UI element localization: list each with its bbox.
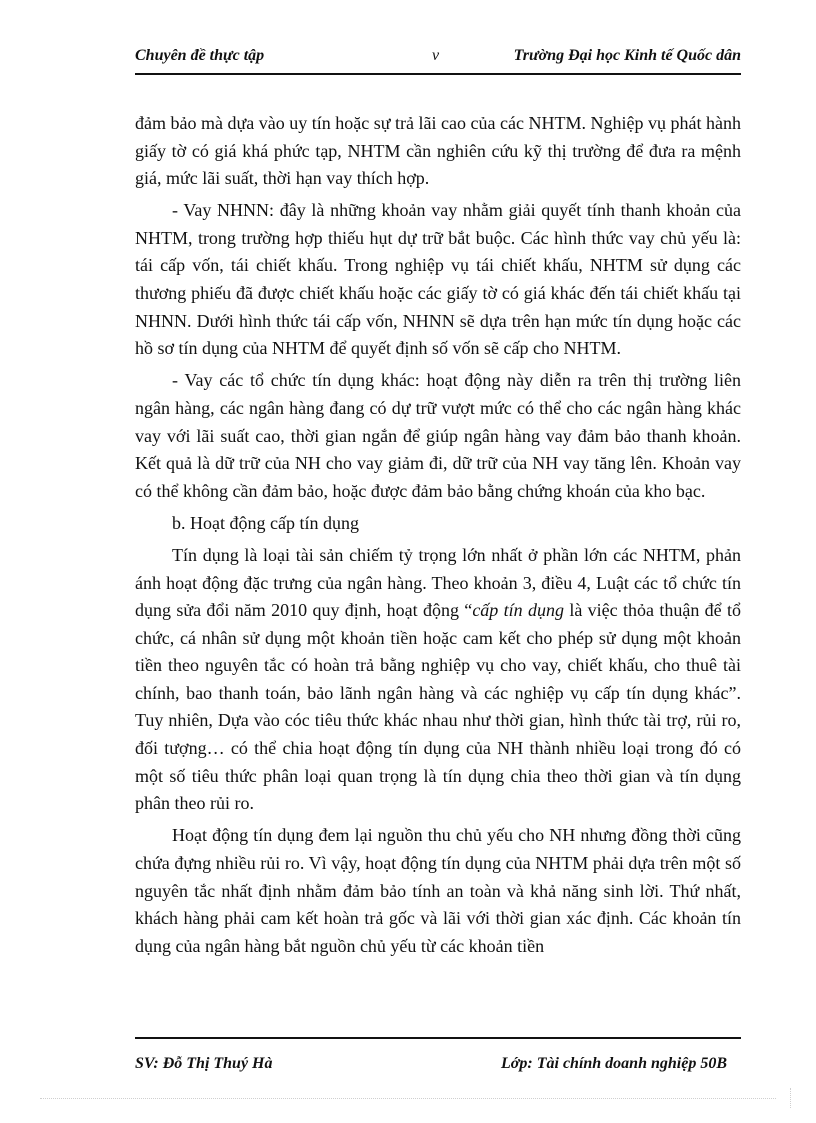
paragraph-continuation: đảm bảo mà dựa vào uy tín hoặc sự trả lãi cao của các NHTM. Nghiệp vụ phát hành giấy tờ có giá khá phức tạp, NHTM cần nghiên cứu kỹ thị trường để đưa ra mệnh giá, mức lãi suất, thời hạn vay thích hợp. bbox=[135, 113, 741, 189]
section-heading-credit: b. Hoạt động cấp tín dụng bbox=[172, 512, 359, 533]
header-report-title: Chuyên đề thực tập bbox=[135, 47, 265, 64]
page-edge-dotted-line bbox=[40, 1098, 776, 1099]
header-rule bbox=[135, 73, 741, 75]
paragraph-interbank-loans: - Vay các tổ chức tín dụng khác: hoạt động này diễn ra trên thị trường liên ngân hàng, các ngân hàng đang có dự trữ vượt mức có thể cho các ngân hàng khác vay với lãi suất cao, thời gian ngắn để giúp ngân hàng vay đảm bảo thanh khoản. Kết quả là dữ trữ của NH cho vay giảm đi, dữ trữ của NH vay tăng lên. Khoản vay có thể không cần đảm bảo, hoặc được đảm bảo bằng chứng khoán của kho bạc. bbox=[135, 370, 741, 501]
footer-rule bbox=[135, 1037, 741, 1039]
credit-definition-text-1: Tín dụng là loại tài sản chiếm tỷ trọng lớn nhất ở phần lớn các NHTM, phản ánh hoạt động đặc trưng của ngân hàng. Theo khoản 3, điều 4, Luật các tổ chức tín dụng sửa đổi năm 2010 quy định, hoạt động “ bbox=[135, 544, 741, 621]
credit-term-italic: cấp tín dụng bbox=[472, 600, 564, 621]
page-footer bbox=[135, 1055, 741, 1079]
footer-student: SV: Đỗ Thị Thuý Hà bbox=[135, 1055, 273, 1072]
header-university: Trường Đại học Kinh tế Quốc dân bbox=[513, 47, 741, 64]
paragraph-sbv-loans: - Vay NHNN: đây là những khoản vay nhằm giải quyết tính thanh khoản của NHTM, trong trường hợp thiếu hụt dự trữ bắt buộc. Các hình thức vay chủ yếu là: tái cấp vốn, tái chiết khấu. Trong nghiệp vụ tái chiết khấu, NHTM sử dụng các thương phiếu đã được chiết khấu hoặc các giấy tờ có giá khác đến tái chiết khấu tại NHNN. Dưới hình thức tái cấp vốn, NHNN sẽ dựa trên hạn mức tín dụng hoặc các hồ sơ tín dụng của NHTM để quyết định số vốn sẽ cấp cho NHTM. bbox=[135, 200, 741, 359]
credit-definition-text-2: là việc thỏa thuận để tổ chức, cá nhân sử dụng một khoản tiền hoặc cam kết cho phép sử dụng một khoản tiền theo nguyên tắc có hoàn trả bằng nghiệp vụ cho vay, chiết khấu, cho thuê tài chính, bao thanh toán, bảo lãnh ngân hàng và các nghiệp vụ cấp tín dụng khác”. Tuy nhiên, Dựa vào cóc tiêu thức khác nhau như thời gian, hình thức tài trợ, rủi ro, đối tượng… có thể chia hoạt động tín dụng của NH thành nhiều loại trong đó có một số tiêu thức phân loại quan trọng là tín dụng chia theo thời gian và tín dụng phân theo rủi ro. bbox=[135, 600, 741, 814]
paragraph-credit-definition bbox=[135, 542, 741, 818]
footer-class: Lớp: Tài chính doanh nghiệp 50B bbox=[501, 1055, 727, 1072]
page-header bbox=[135, 47, 741, 71]
page-edge-dotted-mark bbox=[790, 1088, 791, 1108]
document-body bbox=[135, 110, 741, 965]
header-page-number: v bbox=[432, 47, 440, 64]
paragraph-credit-principles: Hoạt động tín dụng đem lại nguồn thu chủ yếu cho NH nhưng đồng thời cũng chứa đựng nhiều rủi ro. Vì vậy, hoạt động tín dụng của NHTM phải dựa trên một số nguyên tắc nhất định nhằm đảm bảo tính an toàn và khả năng sinh lời. Thứ nhất, khách hàng phải cam kết hoàn trả gốc và lãi với thời gian xác định. Các khoản tín dụng của ngân hàng bắt nguồn chủ yếu từ các khoản tiền bbox=[135, 825, 741, 956]
